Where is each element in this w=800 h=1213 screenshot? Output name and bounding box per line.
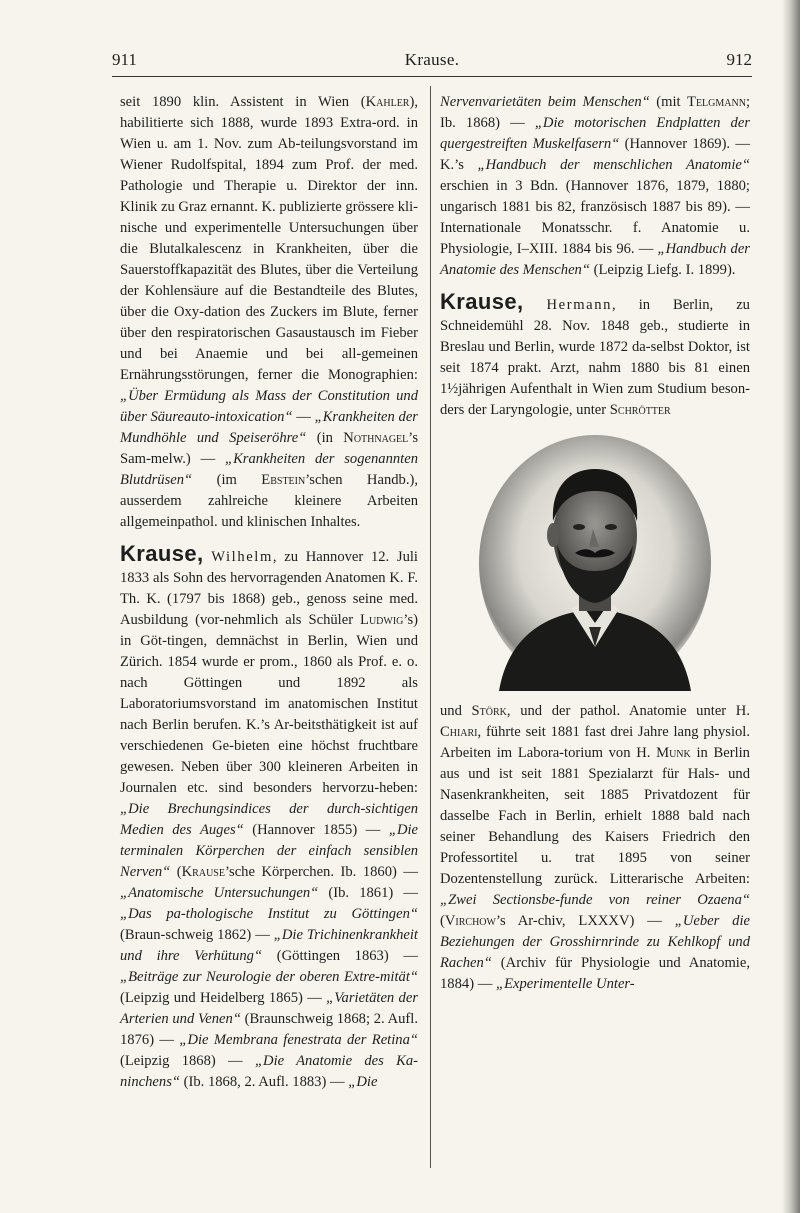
header-rule xyxy=(112,76,752,77)
entry-forename: Wilhelm xyxy=(211,549,273,565)
entry-krause-hermann-continued: und Störk, und der pathol. Anatomie unter H. Chiari, führte seit 1881 fast drei Jahre lang physiol. Arbeiten im Labora-torium von H. Munk in Berlin aus und ist seit 1881 Spezialarzt für Hals- und Nasenkrankheiten, seit 1885 Privatdozent für dasselbe Fach in Berlin, erhielt 1888 bald nach seiner Behandlung des Kaisers Friedrich den Professortitel u. trat 1895 von seiner Dozentenstellung zurück. Litterarische Arbeiten: „Zwei Sectionsbe-funde von reiner Ozaena“ (Virchow’s Ar-chiv, LXXXV) — „Ueber die Beziehungen der Grosshirnrinde zu Kehlkopf und Rachen“ (Archiv für Physiologie und Anatomie, 1884) — „Experimentelle Unter- xyxy=(440,703,750,992)
page-number-right: 912 xyxy=(726,50,752,69)
right-column xyxy=(440,92,750,995)
entry-headword: Krause, xyxy=(120,541,204,566)
entry-continuation-paragraph: Nervenvarietäten beim Menschen“ (mit Telgmann; Ib. 1868) — „Die motorischen Endplatten der quergestreiften Muskelfasern“ (Hannover 1869). — K.’s „Handbuch der menschlichen Anatomie“ erschien in 3 Bdn. (Hannover 1876, 1879, 1880; ungarisch 1881 bis 82, französisch 1887 bis 89). — Internationale Monatsschr. f. Anatomie u. Physiologie, I–XIII. 1884 bis 96. — „Handbuch der Anatomie des Menschen“ (Leipzig Liefg. I. 1899). xyxy=(440,94,751,278)
entry-krause-hermann: Krause, Hermann, in Berlin, zu Schneidemühl 28. Nov. 1848 geb., studierte in Breslau und Berlin, wurde 1872 da-selbst Doktor, ist seit 1874 prakt. Arzt, nahm 1880 bis 81 einen 1½jährigen Aufenthalt in Wien zum Studium beson-ders der Laryngologie, unter Schrötter xyxy=(440,289,750,418)
portrait-image xyxy=(479,433,711,691)
entry-headword: Krause, xyxy=(440,289,524,314)
running-title: Krause. xyxy=(404,50,460,69)
column-divider xyxy=(430,86,431,1168)
page-header xyxy=(112,50,752,74)
entry-continuation-paragraph: seit 1890 klin. Assistent in Wien (Kahler), habilitierte sich 1888, wurde 1893 Extra-ord. in Wien u. am 1. Nov. zum Ab-teilungsvorstand im Wiener Rudolfspital, 1894 zum Prof. der med. Pathologie und Therapie u. Direktor der inn. Klinik zu Graz ernannt. K. publizierte grössere kli-nische und experimentelle Untersuchungen über die Blutalkalescenz in Krankheiten, über die Sauerstoffkapazität des Blutes, über die Verteilung der Kohlensäure auf die Bestandteile des Blutes, über die Oxy-dation des Zuckers im Blute, ferner über den respiratorischen Gasaustausch im Fieber und bei Anaemie und bei all-gemeinen Ernährungsstörungen, ferner die Monographien: „Über Ermüdung als Mass der Constitution und über Säureauto-intoxication“ — „Krankheiten der Mundhöhle und Speiseröhre“ (in Nothnagel’s Sam-melw.) — „Krankheiten der sogenannten Blutdrüsen“ (im Ebstein’schen Handb.), ausserdem zahlreiche kleinere Arbeiten allgemeinpathol. und klinischen Inhaltes. xyxy=(120,94,418,530)
entry-forename: Hermann xyxy=(546,297,613,313)
left-column xyxy=(120,92,418,1093)
page-number-left: 911 xyxy=(112,50,137,69)
entry-krause-wilhelm: Krause, Wilhelm, zu Hannover 12. Juli 1833 als Sohn des hervorragenden Anatomen K. F. Th. K. (1797 bis 1868) geb., genoss seine med. Ausbildung (vor-nehmlich als Schüler Ludwig’s) in Göt-tingen, demnächst in Berlin, Wien und Zürich. 1854 wurde er prom., 1860 als Prof. e. o. nach Göttingen und 1892 als Laboratoriumsvorstand im anatomischen Institut nach Berlin berufen. K.’s Ar-beitsthätigkeit ist auf verschiedenen Ge-bieten eine höchst fruchtbare gewesen. Neben über 300 kleineren Arbeiten in Journalen etc. sind besonders hervorzu-heben: „Die Brechungsindices der durch-sichtigen Medien des Auges“ (Hannover 1855) — „Die terminalen Körperchen der einfach sensiblen Nerven“ (Krause’sche Körperchen. Ib. 1860) — „Anatomische Untersuchungen“ (Ib. 1861) — „Das pa-thologische Institut zu Göttingen“ (Braun-schweig 1862) — „Die Trichinenkrankheit und ihre Verhütung“ (Göttingen 1863) — „Beiträge zur Neurologie der oberen Extre-mität“ (Leipzig und Heidelberg 1865) — „Varietäten der Arterien und Venen“ (Braunschweig 1868; 2. Aufl. 1876) — „Die Membrana fenestrata der Retina“ (Leipzig 1868) — „Die Anatomie des Ka-ninchens“ (Ib. 1868, 2. Aufl. 1883) — „Die xyxy=(120,541,419,1090)
page-edge-shadow xyxy=(782,0,800,1213)
